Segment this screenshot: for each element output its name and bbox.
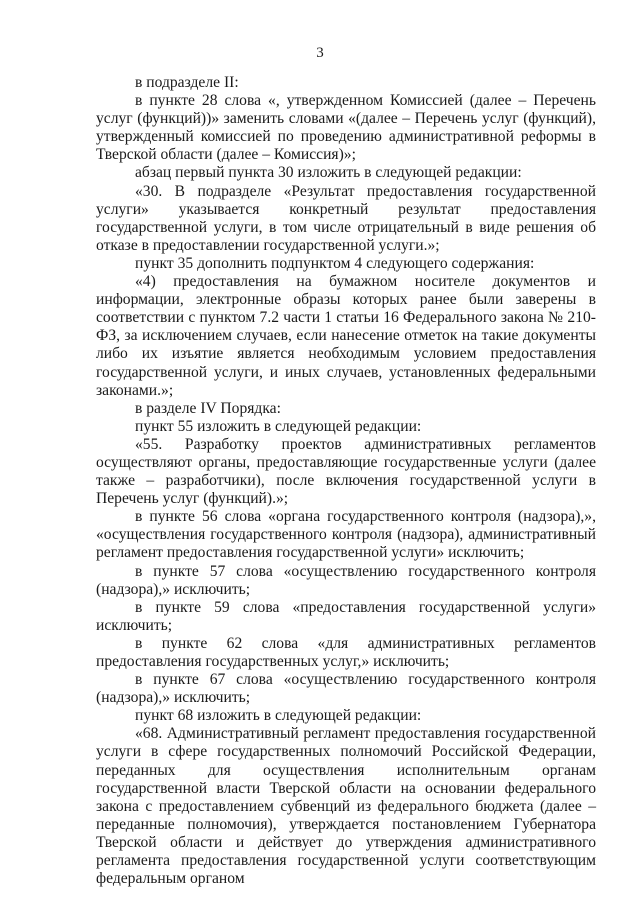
- paragraph: «30. В подразделе «Результат предоставления государственной услуги» указывается конкретный результат предоставления государственной услуги, в том числе отрицательный в виде решения об отказе в предоставлении государственной услуги.»;: [96, 182, 596, 254]
- paragraph: пункт 55 изложить в следующей редакции:: [135, 417, 422, 435]
- paragraph: в пункте 28 слова «, утвержденном Комиссией (далее – Перечень услуг (функций))» заменить словами «(далее – Перечень услуг (функций), утвержденный комиссией по проведению административной реформы в Тверской области (далее – Комиссия)»;: [96, 92, 596, 164]
- paragraph: абзац первый пункта 30 изложить в следующей редакции:: [135, 164, 522, 182]
- paragraph: в пункте 62 слова «для административных регламентов предоставления государственных услуг,» исключить;: [96, 634, 596, 670]
- paragraph: в пункте 67 слова «осуществлению государственного контроля (надзора),» исключить;: [96, 671, 596, 707]
- paragraph: пункт 68 изложить в следующей редакции:: [135, 707, 422, 725]
- paragraph: «4) предоставления на бумажном носителе документов и информации, электронные образы которых ранее были заверены в соответствии с пунктом 7.2 части 1 статьи 16 Федерального закона № 210-ФЗ, за исключением случаев, если нанесение отметок на такие документы либо их изъятие является необходимым условием предоставления государственной услуги, и иных случаев, установленных федеральными законами.»;: [96, 273, 596, 399]
- paragraph: в пункте 57 слова «осуществлению государственного контроля (надзора),» исключить;: [96, 562, 596, 598]
- paragraph: в пункте 59 слова «предоставления государственной услуги» исключить;: [96, 598, 596, 634]
- document-body: [96, 74, 596, 888]
- paragraph: в разделе IV Порядка:: [135, 399, 281, 417]
- paragraph: «68. Административный регламент предоставления государственной услуги в сфере государственных полномочий Российской Федерации, переданных для осуществления исполнительным органам государственной власти Тверской области на основании федерального закона с предоставлением субвенций из федерального бюджета (далее – переданные полномочия), утверждается постановлением Губернатора Тверской области и действует до утверждения административного регламента предоставления государственной услуги соответствующим федеральным органом: [96, 725, 596, 888]
- paragraph: пункт 35 дополнить подпунктом 4 следующего содержания:: [135, 254, 535, 272]
- paragraph: в пункте 56 слова «органа государственного контроля (надзора),», «осуществления государственного контроля (надзора), административный регламент предоставления государственной услуги» исключить;: [96, 508, 596, 562]
- page-number: 3: [316, 45, 324, 61]
- paragraph: в подразделе II:: [135, 74, 239, 91]
- paragraph: «55. Разработку проектов административных регламентов осуществляют органы, предоставляющие государственные услуги (далее также – разработчики), после включения государственной услуги в Перечень услуг (функций).»;: [96, 435, 596, 508]
